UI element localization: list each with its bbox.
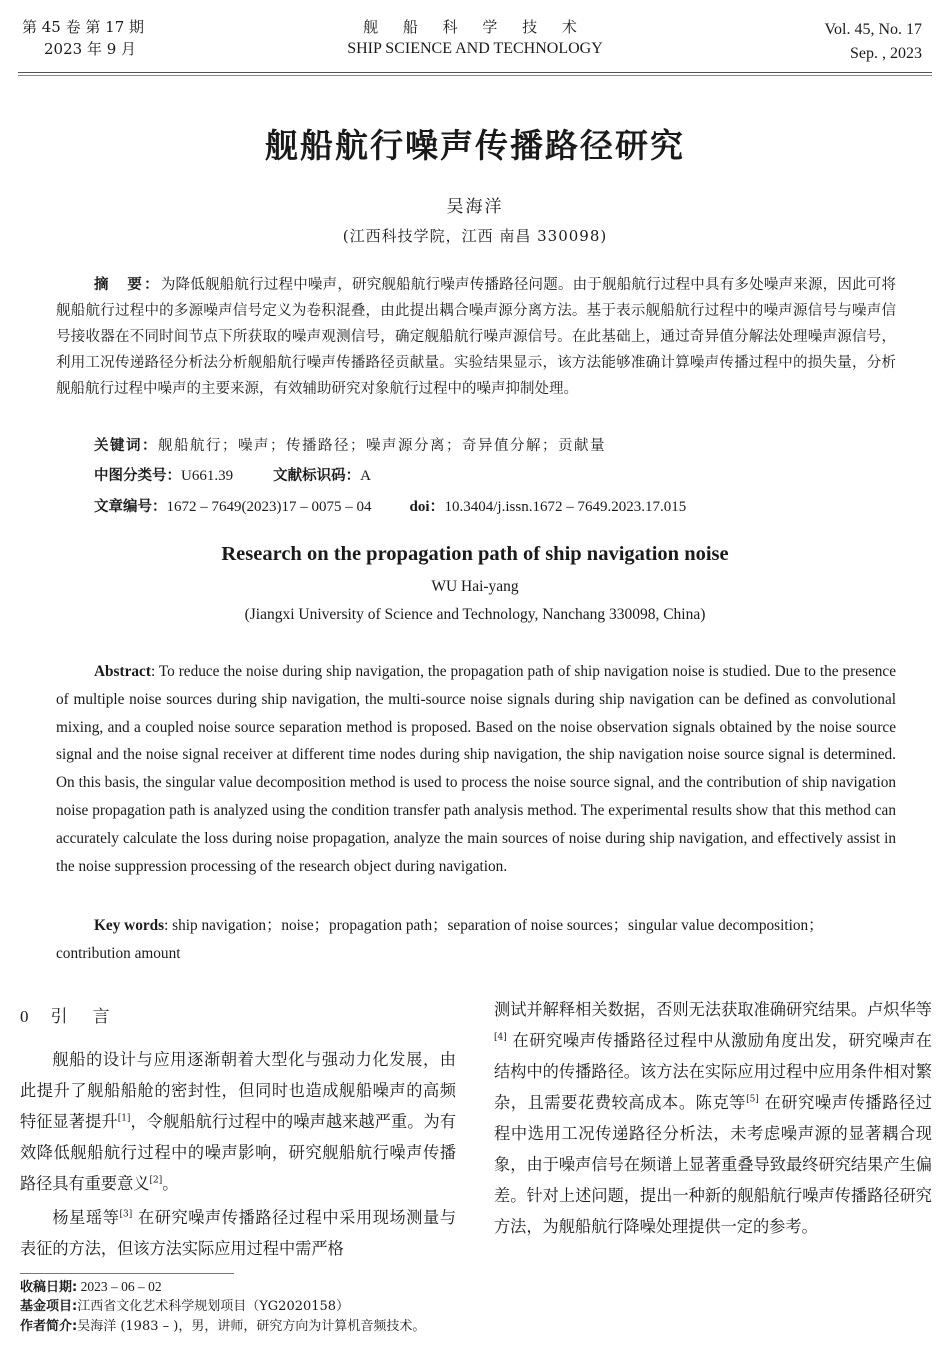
header-rule (18, 72, 932, 73)
page-title: 舰船航行噪声传播路径研究 (265, 126, 685, 165)
received-label: 收稿日期: (20, 1280, 78, 1295)
doi-label: doi： (409, 499, 445, 515)
doi-value: 10.3404/j.issn.1672 – 7649.2023.17.015 (444, 499, 687, 515)
article-info (94, 494, 686, 520)
body-text: 在研究噪声传播路径过程中选用工况传递路径分析法，未考虑噪声源的显著耦合现象，由于噪声信号在频谱上显著重叠导致最终研究结果产生偏差。针对上述问题，提出一种新的舰船航行噪声传播路径研究方法，为舰船航行降噪处理提供一定的参考。 (494, 1093, 932, 1236)
citation-ref[interactable]: [2] (149, 1175, 163, 1186)
body-text: 在研究噪声传播路径过程中从激励角度出发，研究噪声在结构中的传播路径。该方法在实际应用过程中应用条件相对繁杂，且需要花费较高成本。陈克等 (494, 1031, 932, 1112)
body-left-column (20, 1044, 456, 1264)
received-value: 2023 – 06 – 02 (77, 1279, 162, 1294)
abstract-cn-label: 摘 要： (94, 277, 161, 293)
header-volume-en: Vol. 45, No. 17 (824, 21, 922, 38)
header-rule-thin (18, 75, 932, 76)
header-volume-cn: 第 45 卷 第 17 期 (22, 18, 145, 36)
body-paragraph (20, 1202, 456, 1264)
citation-ref[interactable]: [4] (494, 1032, 507, 1043)
bio-label: 作者简介: (20, 1319, 78, 1334)
header-volume-block (22, 16, 144, 60)
body-paragraph (20, 1044, 456, 1199)
citation-ref[interactable]: [3] (119, 1209, 133, 1220)
abstract-en-label: Abstract (94, 663, 151, 680)
header-date-en: Sep. , 2023 (850, 45, 922, 62)
body-text: 。 (162, 1174, 179, 1193)
keywords-en-label: Key words (94, 917, 165, 934)
clc-value: U661.39 (181, 468, 234, 484)
title-en: Research on the propagation path of ship navigation noise (221, 543, 729, 565)
author-en: WU Hai-yang (431, 578, 519, 595)
bio-value: 吴海洋 (1983 – )，男，讲师，研究方向为计算机音频技术。 (77, 1319, 426, 1334)
keywords-cn-label: 关键词： (94, 438, 158, 454)
keywords-cn-text: 舰船航行；噪声；传播路径；噪声源分离；奇异值分解；贡献量 (158, 438, 606, 454)
section-number: 0 (20, 1007, 33, 1026)
fund-value: 江西省文化艺术科学规划项目（YG2020158） (77, 1299, 350, 1314)
citation-ref[interactable]: [5] (746, 1094, 759, 1105)
abstract-en-text: : To reduce the noise during ship navigation, the propagation path of ship navigation noise is studied. Due to the presence of multiple noise sources during ship navigation, the multi-source noise signals during ship navigation can be defined as convolutional mixing, and a coupled noise source separation method is proposed. Based on the noise observation signals obtained by the noise source signal and the noise signal receiver at different time nodes during ship navigation, the ship navigation noise source signal is determined. On this basis, the singular value decomposition method is used to process the noise source signal, and the contribution of ship navigation noise propagation path is analyzed using the condition transfer path analysis method. The experimental results show that this method can accurately calculate the loss during noise propagation, analyze the main sources of noise during ship navigation, and effectively assist in the noise suppression processing of the research object during navigation. (56, 663, 896, 875)
section-title: 引 言 (50, 1007, 114, 1027)
doc-code-value: A (360, 468, 371, 484)
body-text: 舰船的设计与应用逐渐朝着大型化与强动力化发展，由此提升了舰船船舱的密封性，但同时也造成舰船噪声的高频特征显著提升 (20, 1050, 456, 1131)
article-id-value: 1672 – 7649(2023)17 – 0075 – 04 (166, 499, 372, 515)
header-journal-block (275, 16, 675, 60)
keywords-cn (94, 433, 606, 459)
article-id-label: 文章编号： (94, 499, 167, 515)
affiliation-cn: (江西科技学院，江西 南昌 330098) (342, 227, 608, 245)
footnote-bio (20, 1318, 425, 1336)
footnote-received (20, 1278, 162, 1297)
body-paragraph (494, 994, 932, 1242)
footnote-fund (20, 1298, 349, 1316)
clc-label: 中图分类号： (94, 468, 181, 484)
keywords-en-text: : ship navigation；noise；propagation path；separation of noise sources；singular value decomposition；contribution amount (56, 917, 824, 962)
affiliation-en: (Jiangxi University of Science and Technology, Nanchang 330098, China) (244, 606, 706, 623)
header-journal-cn: 舰 船 科 学 技 术 (363, 18, 587, 36)
author-cn: 吴海洋 (446, 197, 504, 217)
body-text: 测试并解释相关数据，否则无法获取准确研究结果。卢炽华等 (494, 1000, 932, 1019)
citation-ref[interactable]: [1] (117, 1113, 131, 1124)
body-text: 杨星瑶等 (52, 1208, 120, 1227)
header-volume-en-block (825, 18, 923, 66)
body-text: 在研究噪声传播路径过程中采用现场测量与表征的方法，但该方法实际应用过程中需严格 (20, 1208, 457, 1258)
abstract-en (56, 658, 896, 880)
body-right-column (494, 994, 932, 1242)
abstract-cn (56, 272, 896, 402)
footnote-rule (20, 1273, 234, 1274)
body-text: ，令舰船航行过程中的噪声越来越严重。为有效降低舰船航行过程中的噪声影响，研究舰船航行噪声传播路径具有重要意义 (20, 1112, 457, 1193)
fund-label: 基金项目: (20, 1299, 78, 1314)
section-heading (20, 1002, 114, 1027)
abstract-cn-text: 为降低舰船航行过程中噪声，研究舰船航行噪声传播路径问题。由于舰船航行过程中具有多处噪声来源，因此可将舰船航行过程中的多源噪声信号定义为卷积混叠，由此提出耦合噪声源分离方法。基于表示舰船航行过程中的噪声源信号与噪声信号接收器在不同时间节点下所获取的噪声观测信号，确定舰船航行噪声源信号。在此基础上，通过奇异值分解法处理噪声源信号，利用工况传递路径分析法分析舰船航行噪声传播路径贡献量。实验结果显示，该方法能够准确计算噪声传播过程中的损失量，分析舰船航行过程中噪声的主要来源，有效辅助研究对象航行过程中的噪声抑制处理。 (56, 277, 897, 397)
keywords-en (56, 912, 896, 968)
header-date-cn: 2023 年 9 月 (44, 40, 137, 58)
header-journal-en: SHIP SCIENCE AND TECHNOLOGY (347, 40, 603, 57)
classification (94, 463, 371, 489)
doc-code-label: 文献标识码： (273, 468, 361, 484)
